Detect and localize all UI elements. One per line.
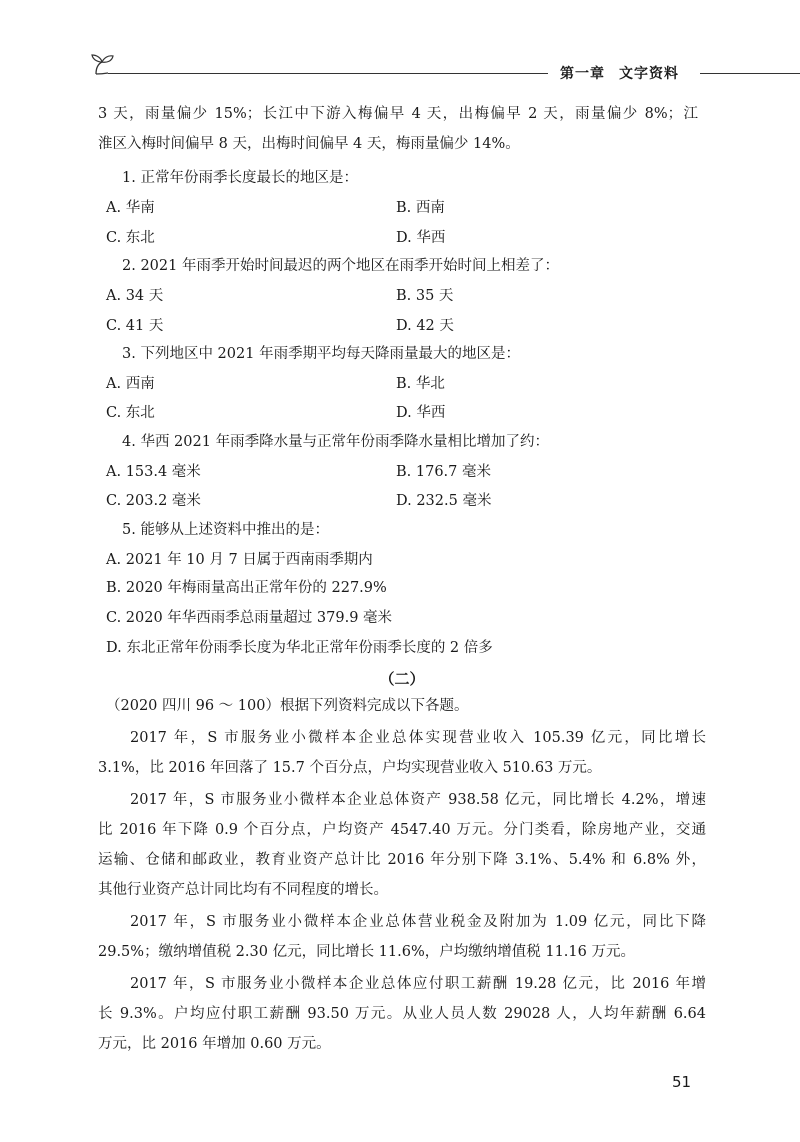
question-2-option-b: B. 35 天 (396, 288, 454, 304)
question-4-option-b: B. 176.7 毫米 (396, 464, 491, 480)
question-4-option-c: C. 203.2 毫米 (106, 493, 201, 509)
paragraph-2-line-2: 比 2016 年下降 0.9 个百分点，户均资产 4547.40 万元。分门类看，除房地产业，交通 (98, 822, 706, 838)
question-3-option-a: A. 西南 (106, 376, 155, 392)
question-2-stem: 2. 2021 年雨季开始时间最迟的两个地区在雨季开始时间上相差了： (122, 258, 559, 274)
question-2-option-c: C. 41 天 (106, 318, 164, 334)
question-1-option-d: D. 华西 (396, 230, 446, 246)
question-4-option-a: A. 153.4 毫米 (106, 464, 201, 480)
question-2-option-d: D. 42 天 (396, 318, 454, 334)
question-3-option-d: D. 华西 (396, 405, 446, 421)
paragraph-3-line-2: 29.5%；缴纳增值税 2.30 亿元，同比增长 11.6%，户均缴纳增值税 11.16 万元。 (98, 944, 635, 960)
question-1-option-c: C. 东北 (106, 230, 155, 246)
paragraph-2-line-4: 其他行业资产总计同比均有不同程度的增长。 (98, 882, 388, 898)
question-5-option-d: D. 东北正常年份雨季长度为华北正常年份雨季长度的 2 倍多 (106, 640, 493, 656)
header-rule-left (108, 73, 548, 74)
continuation-line-1: 3 天，雨量偏少 15%；长江中下游入梅偏早 4 天，出梅偏早 2 天，雨量偏少 8%；江 (98, 106, 698, 122)
sprout-icon (90, 52, 116, 78)
paragraph-4-line-3: 万元，比 2016 年增加 0.60 万元。 (98, 1036, 331, 1052)
section-intro: （2020 四川 96 ～ 100）根据下列资料完成以下各题。 (106, 698, 469, 714)
continuation-line-2: 淮区入梅时间偏早 8 天，出梅时间偏早 4 天，梅雨量偏少 14%。 (98, 136, 520, 152)
question-5-option-a: A. 2021 年 10 月 7 日属于西南雨季期内 (106, 552, 373, 568)
page-header (90, 52, 800, 82)
question-1-option-b: B. 西南 (396, 200, 445, 216)
header-rule-right (700, 73, 800, 74)
question-4-stem: 4. 华西 2021 年雨季降水量与正常年份雨季降水量相比增加了约： (122, 434, 550, 450)
question-3-option-c: C. 东北 (106, 405, 155, 421)
paragraph-3-line-1: 2017 年，S 市服务业小微样本企业总体营业税金及附加为 1.09 亿元，同比下降 (130, 914, 706, 930)
paragraph-1-line-2: 3.1%，比 2016 年回落了 15.7 个百分点，户均实现营业收入 510.63 万元。 (98, 760, 602, 776)
paragraph-2-line-1: 2017 年，S 市服务业小微样本企业总体资产 938.58 亿元，同比增长 4.2%，增速 (130, 792, 706, 808)
chapter-number: 第一章 (560, 66, 605, 82)
question-4-option-d: D. 232.5 毫米 (396, 493, 492, 509)
paragraph-1-line-1: 2017 年，S 市服务业小微样本企业总体实现营业收入 105.39 亿元，同比增长 (130, 730, 706, 746)
paragraph-2-line-3: 运输、仓储和邮政业，教育业资产总计比 2016 年分别下降 3.1%、5.4% 和 6.8% 外， (98, 852, 706, 868)
question-1-option-a: A. 华南 (106, 200, 155, 216)
question-5-option-c: C. 2020 年华西雨季总雨量超过 379.9 毫米 (106, 610, 393, 626)
question-5-option-b: B. 2020 年梅雨量高出正常年份的 227.9% (106, 580, 387, 596)
question-1-stem: 1. 正常年份雨季长度最长的地区是： (122, 170, 358, 186)
paragraph-4-line-1: 2017 年，S 市服务业小微样本企业总体应付职工薪酬 19.28 亿元，比 2016 年增 (130, 976, 706, 992)
chapter-title (560, 63, 679, 83)
page-number: 51 (672, 1073, 692, 1091)
question-3-option-b: B. 华北 (396, 376, 445, 392)
question-2-option-a: A. 34 天 (106, 288, 164, 304)
paragraph-4-line-2: 长 9.3%。户均应付职工薪酬 93.50 万元。从业人员人数 29028 人，人均年薪酬 6.64 (98, 1006, 706, 1022)
chapter-name: 文字资料 (619, 66, 679, 82)
question-5-stem: 5. 能够从上述资料中推出的是： (122, 522, 329, 538)
section-title: （二） (379, 670, 425, 688)
question-3-stem: 3. 下列地区中 2021 年雨季期平均每天降雨量最大的地区是： (122, 346, 521, 362)
